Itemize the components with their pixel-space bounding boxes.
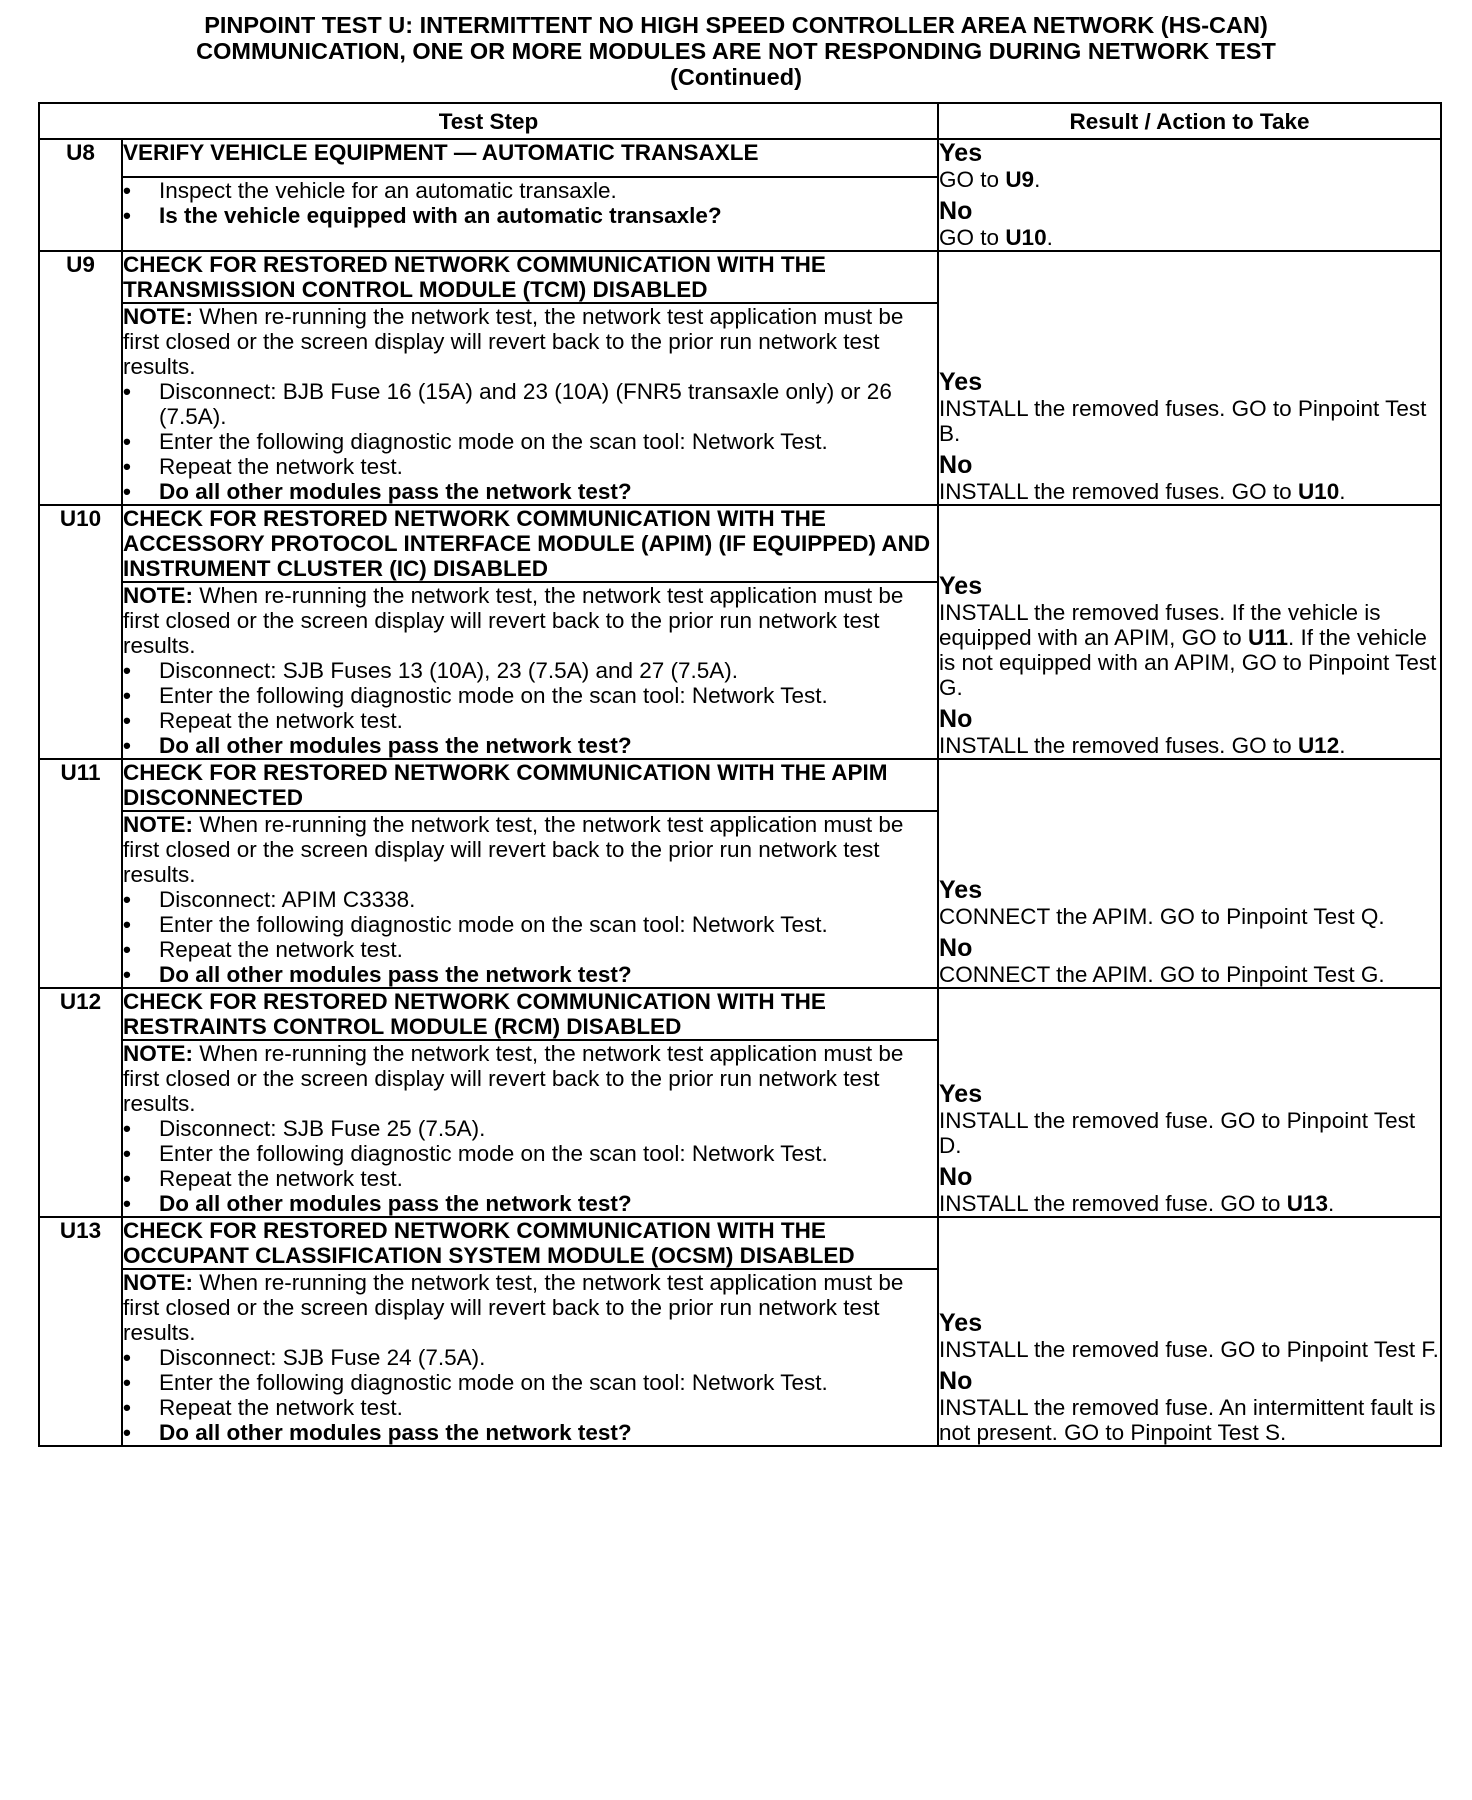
step-question: • Do all other modules pass the network test? [123,1420,937,1445]
step-id-spacer [39,177,122,251]
step-bullet-list [123,1345,937,1445]
step-question: • Do all other modules pass the network test? [123,733,937,758]
note-text: When re-running the network test, the network test application must be first closed or the screen display will revert back to the prior run network test results. [123,1041,904,1116]
step-note [123,304,937,379]
result-yes-action [939,904,1440,929]
step-note [123,1270,937,1345]
step-result [938,251,1441,505]
result-yes-label: Yes [939,139,983,167]
result-no-action [939,1395,1440,1445]
steps-body [39,139,1441,1446]
result-yes-action [939,1108,1440,1158]
table-header-row [39,103,1441,139]
result-yes-label: Yes [939,368,983,396]
step-body [122,303,938,505]
step-bullet-list [123,658,937,758]
note-label: NOTE: [123,812,193,837]
result-no-target-link[interactable]: U10 [1005,225,1047,250]
step-bullet-item: • Repeat the network test. [123,937,937,962]
result-no-label: No [939,1367,973,1395]
title-line-2: COMMUNICATION, ONE OR MORE MODULES ARE NOT RESPONDING DURING NETWORK TEST [196,38,1276,64]
step-body [122,1040,938,1217]
result-no-action [939,962,1440,987]
result-yes-text: GO to [939,167,1000,192]
step-heading: CHECK FOR RESTORED NETWORK COMMUNICATION WITH THE APIM DISCONNECTED [122,759,938,811]
result-yes-action: GO to U9. [939,167,1041,192]
step-heading: CHECK FOR RESTORED NETWORK COMMUNICATION WITH THE TRANSMISSION CONTROL MODULE (TCM) DISABLED [122,251,938,303]
result-no-label: No [939,934,973,962]
result-no-text: INSTALL the removed fuses. GO to [939,733,1292,758]
result-no-label: No [939,451,973,479]
step-note [123,812,937,887]
result-yes-action [939,396,1440,446]
step-heading: CHECK FOR RESTORED NETWORK COMMUNICATION WITH THE ACCESSORY PROTOCOL INTERFACE MODULE (APIM) (IF EQUIPPED) AND INSTRUMENT CLUSTER (IC) DISABLED [122,505,938,582]
step-id: U13 [39,1217,122,1269]
result-yes-label: Yes [939,1080,983,1108]
result-no-action: GO to U10. [939,225,1053,250]
title-line-3: (Continued) [670,64,802,90]
step-question: • Do all other modules pass the network test? [123,479,937,504]
result-yes-label: Yes [939,572,983,600]
result-yes-text: INSTALL the removed fuses. GO to Pinpoint Test B. [939,396,1427,446]
step-bullet-item: • Disconnect: SJB Fuse 25 (7.5A). [123,1116,937,1141]
step-bullet-item: • Repeat the network test. [123,708,937,733]
step-bullet-list [123,887,937,987]
step-id: U11 [39,759,122,811]
step-question: • Is the vehicle equipped with an automatic transaxle? [123,203,937,228]
step-question: • Do all other modules pass the network test? [123,962,937,987]
step-bullet-list [123,178,937,228]
step-heading: CHECK FOR RESTORED NETWORK COMMUNICATION WITH THE RESTRAINTS CONTROL MODULE (RCM) DISABLED [122,988,938,1040]
step-bullet-item: • Disconnect: SJB Fuses 13 (10A), 23 (7.5A) and 27 (7.5A). [123,658,937,683]
step-heading: CHECK FOR RESTORED NETWORK COMMUNICATION WITH THE OCCUPANT CLASSIFICATION SYSTEM MODULE (OCSM) DISABLED [122,1217,938,1269]
step-id-spacer [39,582,122,759]
note-text: When re-running the network test, the network test application must be first closed or the screen display will revert back to the prior run network test results. [123,304,904,379]
page-title [20,12,1452,90]
result-no-text: INSTALL the removed fuse. GO to [939,1191,1281,1216]
step-bullet-item: • Repeat the network test. [123,454,937,479]
step-heading-row [39,759,1441,811]
result-yes-target-link[interactable]: U11 [1247,625,1289,650]
step-heading-row [39,988,1441,1040]
result-yes-text: INSTALL the removed fuses. If the vehicle is equipped with an APIM, GO to [939,600,1381,650]
result-yes-label: Yes [939,876,983,904]
step-id-spacer [39,1269,122,1446]
step-bullet-item: • Disconnect: SJB Fuse 24 (7.5A). [123,1345,937,1370]
step-id-spacer [39,1040,122,1217]
result-yes-label: Yes [939,1309,983,1337]
step-question: • Do all other modules pass the network test? [123,1191,937,1216]
result-yes-text: CONNECT the APIM. GO to Pinpoint Test Q. [939,904,1385,929]
step-id-spacer [39,811,122,988]
step-result [938,988,1441,1217]
step-heading-row [39,139,1441,177]
note-label: NOTE: [123,304,193,329]
step-body [122,811,938,988]
step-bullet-list [123,1116,937,1216]
step-note [123,1041,937,1116]
step-heading: VERIFY VEHICLE EQUIPMENT — AUTOMATIC TRANSAXLE [122,139,938,177]
pinpoint-test-table [38,102,1442,1447]
step-id: U8 [39,139,122,177]
step-bullet-item: • Repeat the network test. [123,1166,937,1191]
step-body [122,177,938,251]
step-id: U10 [39,505,122,582]
step-heading-row [39,505,1441,582]
note-label: NOTE: [123,583,193,608]
step-bullet-list [123,379,937,504]
step-id: U12 [39,988,122,1040]
step-heading-row [39,251,1441,303]
step-id-spacer [39,303,122,505]
col-header-result: Result / Action to Take [938,103,1441,139]
result-no-text: CONNECT the APIM. GO to Pinpoint Test G. [939,962,1385,987]
result-yes-target-link[interactable]: U9 [1005,167,1035,192]
result-yes-action [939,1337,1440,1362]
result-yes-action: INSTALL the removed fuses. If the vehicle is equipped with an APIM, GO to U11. If the vehicle is not equipped with an APIM, GO to Pinpoint Test G. [939,600,1437,700]
result-no-label: No [939,1163,973,1191]
step-result [938,505,1441,759]
result-no-action: INSTALL the removed fuses. GO to U12. [939,733,1346,758]
note-label: NOTE: [123,1041,193,1066]
result-no-label: No [939,197,973,225]
step-bullet-item: • Inspect the vehicle for an automatic transaxle. [123,178,937,203]
step-result [938,759,1441,988]
result-yes-text: INSTALL the removed fuse. GO to Pinpoint Test D. [939,1108,1416,1158]
step-result [938,1217,1441,1446]
note-text: When re-running the network test, the network test application must be first closed or the screen display will revert back to the prior run network test results. [123,583,904,658]
step-bullet-item: • Disconnect: APIM C3338. [123,887,937,912]
step-bullet-item: • Enter the following diagnostic mode on the scan tool: Network Test. [123,912,937,937]
step-body [122,582,938,759]
step-bullet-item: • Enter the following diagnostic mode on the scan tool: Network Test. [123,1141,937,1166]
step-result [938,139,1441,251]
step-id: U9 [39,251,122,303]
result-no-action: INSTALL the removed fuse. GO to U13. [939,1191,1335,1216]
step-bullet-item: • Enter the following diagnostic mode on the scan tool: Network Test. [123,429,937,454]
step-note [123,583,937,658]
step-bullet-item: • Enter the following diagnostic mode on the scan tool: Network Test. [123,1370,937,1395]
result-no-text: INSTALL the removed fuses. GO to [939,479,1292,504]
result-no-target-link[interactable]: U12 [1297,733,1340,758]
step-bullet-item: • Repeat the network test. [123,1395,937,1420]
result-no-target-link[interactable]: U13 [1286,1191,1328,1216]
note-label: NOTE: [123,1270,193,1295]
result-yes-text-2: If the vehicle is not equipped with an APIM, GO to Pinpoint Test G. [939,625,1437,700]
result-yes-text: INSTALL the removed fuse. GO to Pinpoint Test F. [939,1337,1439,1362]
result-no-action: INSTALL the removed fuses. GO to U10. [939,479,1346,504]
note-text: When re-running the network test, the network test application must be first closed or the screen display will revert back to the prior run network test results. [123,812,904,887]
step-heading-row [39,1217,1441,1269]
result-no-text: GO to [939,225,1000,250]
step-body [122,1269,938,1446]
step-bullet-item: • Enter the following diagnostic mode on the scan tool: Network Test. [123,683,937,708]
result-no-target-link[interactable]: U10 [1297,479,1340,504]
title-line-1: PINPOINT TEST U: INTERMITTENT NO HIGH SPEED CONTROLLER AREA NETWORK (HS-CAN) [204,12,1268,38]
result-no-text: INSTALL the removed fuse. An intermittent fault is not present. GO to Pinpoint Test S. [939,1395,1436,1445]
col-header-test-step: Test Step [39,103,938,139]
note-text: When re-running the network test, the network test application must be first closed or the screen display will revert back to the prior run network test results. [123,1270,904,1345]
result-no-label: No [939,705,973,733]
step-bullet-item: • Disconnect: BJB Fuse 16 (15A) and 23 (10A) (FNR5 transaxle only) or 26 (7.5A). [123,379,937,429]
